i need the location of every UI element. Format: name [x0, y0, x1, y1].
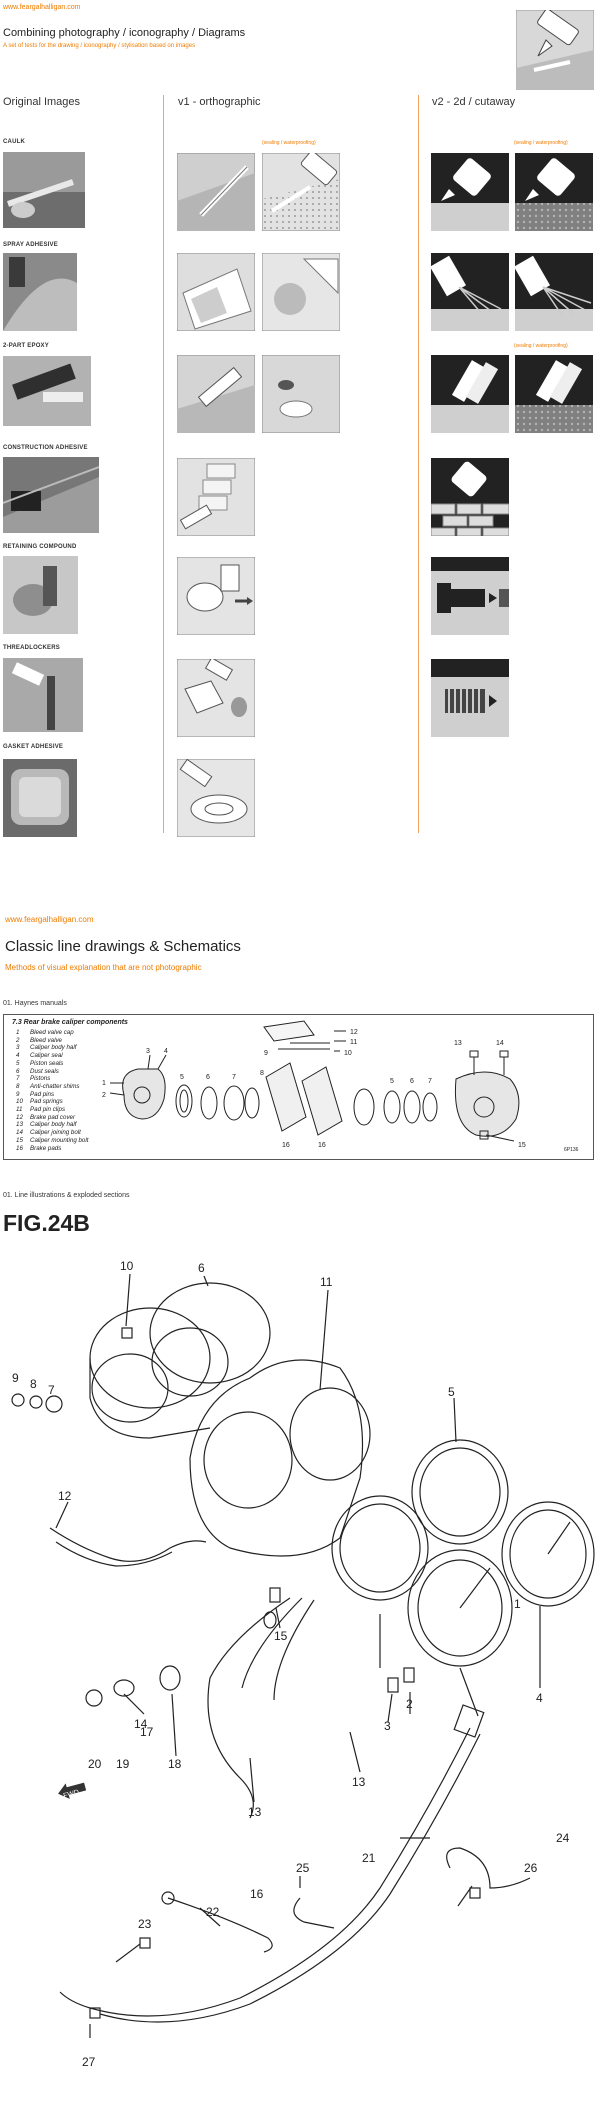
legend-item: 13 Caliper body half	[16, 1121, 77, 1129]
callout: 23	[138, 1917, 152, 1931]
callout: 27	[82, 2055, 96, 2069]
callout: 12	[350, 1029, 358, 1036]
line-illustrations-heading: 01. Line illustrations & exploded sections	[3, 1192, 130, 1199]
column-divider-2	[418, 95, 419, 833]
column-header-original: Original Images	[3, 96, 81, 108]
legend-item: 11 Pad pin clips	[16, 1106, 66, 1114]
callout: 16	[282, 1142, 290, 1149]
callout: 14	[496, 1040, 504, 1047]
callout: 16	[250, 1887, 264, 1901]
instrument-cluster-exploded-drawing	[0, 1238, 600, 2098]
legend-item: 8 Anti-chatter shims	[16, 1082, 80, 1090]
note-epoxy-v2: (sealing / waterproofing)	[514, 343, 568, 349]
callout: 3	[384, 1719, 391, 1733]
callout: 1	[514, 1597, 521, 1611]
callout: 13	[454, 1040, 462, 1047]
callout: 19	[116, 1757, 130, 1771]
row-label-construction-adhesive: CONSTRUCTION ADHESIVE	[3, 445, 88, 451]
v1-caulk-tile-2	[262, 153, 340, 231]
callout: 9	[264, 1050, 268, 1057]
callout: 5	[180, 1074, 184, 1081]
callout: 15	[518, 1142, 526, 1149]
page-title: Combining photography / iconography / Diagrams	[3, 27, 246, 39]
photo-threadlockers	[3, 658, 83, 732]
v1-gasket-tile	[177, 759, 255, 837]
page-subtitle: A set of tests for the drawing / iconography / stylisation based on images	[3, 43, 196, 49]
note-caulk-v2: (sealing / waterproofing)	[514, 140, 568, 146]
photo-retaining-compound	[3, 556, 78, 634]
legend-item: 16 Brake pads	[16, 1144, 62, 1152]
column-header-v1: v1 - orthographic	[178, 96, 261, 108]
v1-spray-tile-2	[262, 253, 340, 331]
v1-caulk-tile-1	[177, 153, 255, 231]
v2-retaining-tile	[431, 557, 509, 635]
callout: 6	[198, 1261, 205, 1275]
callout: 21	[362, 1851, 376, 1865]
callout: 7	[428, 1078, 432, 1085]
legend-item: 4 Caliper seal	[16, 1052, 63, 1060]
callout: 6	[410, 1078, 414, 1085]
callout: 18	[168, 1757, 182, 1771]
legend-item: 2 Bleed valve	[16, 1036, 62, 1044]
callout: 4	[164, 1048, 168, 1055]
column-divider-1	[163, 95, 164, 833]
callout: 8	[30, 1377, 37, 1391]
section2-url[interactable]: www.feargalhalligan.com	[5, 915, 94, 924]
haynes-legend-title: 7.3 Rear brake caliper components	[12, 1019, 128, 1026]
callout: 5	[390, 1078, 394, 1085]
v2-spray-tile-2	[515, 253, 593, 331]
callout: 22	[206, 1905, 220, 1919]
callout: 25	[296, 1861, 310, 1875]
v1-spray-tile-1	[177, 253, 255, 331]
column-header-v2: v2 - 2d / cutaway	[432, 96, 516, 108]
legend-item: 1 Bleed valve cap	[16, 1029, 74, 1036]
callout: 1	[102, 1080, 106, 1087]
callout: 7	[48, 1383, 55, 1397]
site-url[interactable]: www.feargalhalligan.com	[3, 4, 81, 11]
callout: 2	[406, 1697, 413, 1711]
legend-item: 3 Caliper body half	[16, 1044, 77, 1052]
callout: 7	[232, 1074, 236, 1081]
callout: 26	[524, 1861, 538, 1875]
callout: 16	[318, 1142, 326, 1149]
v2-epoxy-tile-2	[515, 355, 593, 433]
photo-gasket-adhesive	[3, 759, 77, 837]
v2-caulk-tile-2	[515, 153, 593, 231]
haynes-legend	[16, 1029, 88, 1152]
callout: 10	[120, 1259, 134, 1273]
legend-item: 10 Pad springs	[16, 1098, 63, 1106]
callout: 10	[344, 1050, 352, 1057]
v2-construction-tile	[431, 458, 509, 536]
fwd-badge: FWD	[62, 1789, 80, 1800]
photo-caulk	[3, 152, 85, 228]
v1-threadlocker-tile	[177, 659, 255, 737]
legend-item: 6 Dust seals	[16, 1067, 59, 1075]
v2-threadlocker-tile	[431, 659, 509, 737]
callout: 13	[352, 1775, 366, 1789]
haynes-diagram	[3, 1014, 594, 1160]
callout: 12	[58, 1489, 72, 1503]
callout: 8	[260, 1070, 264, 1077]
callout: 2	[102, 1092, 106, 1099]
legend-item: 7 Pistons	[16, 1075, 51, 1083]
photo-construction-adhesive	[3, 457, 99, 533]
note-caulk-v1: (sealing / waterproofing)	[262, 140, 316, 146]
legend-item: 15 Caliper mounting bolt	[16, 1136, 89, 1144]
section2-subtitle: Methods of visual explanation that are not photographic	[5, 963, 202, 972]
row-label-threadlockers: THREADLOCKERS	[3, 645, 60, 651]
legend-item: 5 Piston seals	[16, 1059, 64, 1067]
v2-spray-tile-1	[431, 253, 509, 331]
legend-item: 14 Caliper joining bolt	[16, 1129, 81, 1137]
callout: 17	[140, 1725, 154, 1739]
callout: 24	[556, 1831, 570, 1845]
callout: 11	[350, 1039, 358, 1046]
haynes-heading: 01. Haynes manuals	[3, 1000, 67, 1007]
row-label-retaining-compound: RETAINING COMPOUND	[3, 544, 77, 550]
figure-code: 6P136	[564, 1147, 579, 1153]
row-label-2-part-epoxy: 2-PART EPOXY	[3, 343, 49, 349]
callout: 20	[88, 1757, 102, 1771]
callout: 5	[448, 1385, 455, 1399]
photo-spray-adhesive	[3, 253, 77, 331]
row-label-spray-adhesive: SPRAY ADHESIVE	[3, 242, 58, 248]
figure-title: FIG.24B	[3, 1210, 90, 1236]
v2-epoxy-tile-1	[431, 355, 509, 433]
callout: 14	[134, 1717, 148, 1731]
row-label-caulk: CAULK	[3, 139, 25, 145]
legend-item: 12 Brake pad cover	[16, 1113, 76, 1121]
callout: 15	[274, 1629, 288, 1643]
brake-caliper-exploded-drawing	[94, 1017, 590, 1157]
callout: 3	[146, 1048, 150, 1055]
v1-epoxy-tile-2	[262, 355, 340, 433]
v2-caulk-tile-1	[431, 153, 509, 231]
v1-construction-tile	[177, 458, 255, 536]
callout: 9	[12, 1371, 19, 1385]
callout: 4	[536, 1691, 543, 1705]
header-caulk-icon	[516, 10, 594, 90]
callout: 6	[206, 1074, 210, 1081]
v1-epoxy-tile-1	[177, 355, 255, 433]
v1-retaining-tile	[177, 557, 255, 635]
section2-title: Classic line drawings & Schematics	[5, 938, 241, 955]
photo-2-part-epoxy	[3, 356, 91, 426]
callout: 13	[248, 1805, 262, 1819]
legend-item: 9 Pad pins	[16, 1090, 55, 1098]
row-label-gasket-adhesive: GASKET ADHESIVE	[3, 744, 64, 750]
callout: 11	[320, 1275, 333, 1289]
